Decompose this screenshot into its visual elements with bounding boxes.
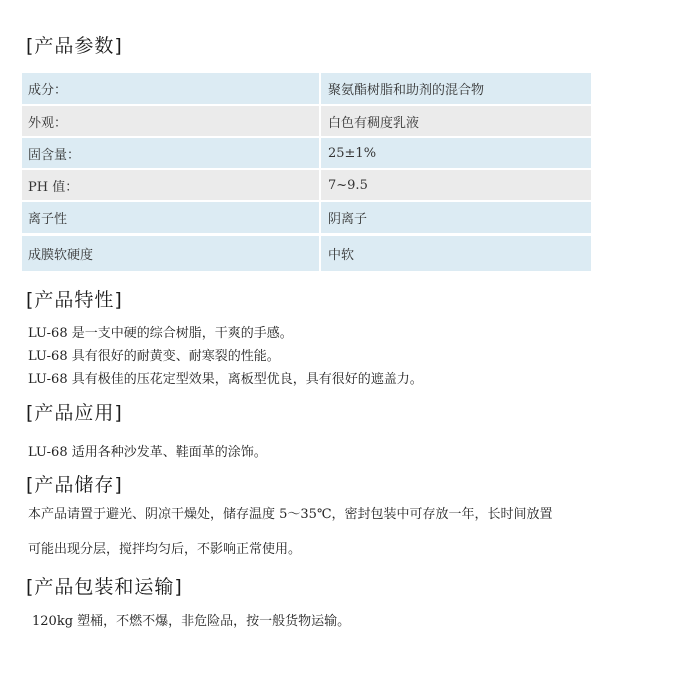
spec-label: 外观：	[22, 106, 321, 136]
spec-row-ionic	[22, 202, 591, 233]
spec-label: 固含量：	[22, 138, 321, 168]
spec-row-ph	[22, 170, 591, 200]
feature-line: LU-68 是一支中硬的综合树脂，干爽的手感。	[28, 326, 293, 341]
spec-label: 离子性	[22, 202, 321, 233]
spec-value: 中软	[328, 248, 355, 263]
section-title-storage: [产品储存]	[26, 474, 123, 496]
spec-value: 阴离子	[328, 212, 368, 227]
spec-row-solid-content	[22, 138, 591, 168]
spec-label: 成膜软硬度	[22, 236, 321, 271]
spec-value: 白色有稠度乳液	[328, 115, 420, 131]
spec-label: 成分：	[22, 73, 321, 104]
spec-row-composition	[22, 73, 591, 104]
feature-line: LU-68 具有极佳的压花定型效果，离板型优良，具有很好的遮盖力。	[28, 372, 423, 387]
spec-label: PH 值：	[22, 170, 321, 200]
feature-line: LU-68 具有很好的耐黄变、耐寒裂的性能。	[28, 349, 280, 364]
spec-row-appearance	[22, 106, 591, 136]
section-title-features: [产品特性]	[26, 289, 123, 311]
spec-value: 25±1%	[328, 145, 377, 161]
section-title-packaging: [产品包装和运输]	[26, 576, 183, 598]
spec-row-film-hardness	[22, 236, 591, 271]
spec-value: 7~9.5	[328, 177, 368, 193]
section-title-application: [产品应用]	[26, 402, 123, 424]
section-title-params: [产品参数]	[26, 35, 123, 57]
storage-line: 可能出现分层，搅拌均匀后，不影响正常使用。	[28, 542, 302, 557]
packaging-line: 120kg 塑桶，不燃不爆，非危险品，按一般货物运输。	[32, 614, 351, 629]
storage-line: 本产品请置于避光、阴凉干燥处，储存温度 5～35℃，密封包装中可存放一年，长时间放置	[28, 507, 553, 522]
application-line: LU-68 适用各种沙发革、鞋面革的涂饰。	[28, 445, 267, 460]
spec-value: 聚氨酯树脂和助剂的混合物	[328, 83, 485, 98]
